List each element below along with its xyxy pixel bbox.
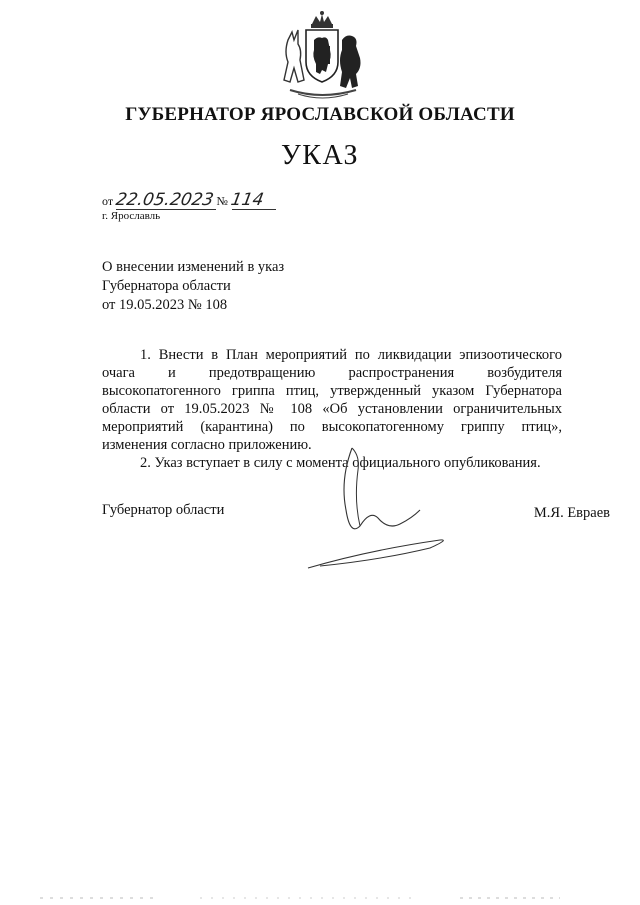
scan-artifact-marks	[0, 894, 640, 902]
issuing-authority-title: ГУБЕРНАТОР ЯРОСЛАВСКОЙ ОБЛАСТИ	[125, 104, 515, 125]
subject-line: от 19.05.2023 № 108	[102, 297, 228, 313]
signatory-position: Губернатор области	[102, 502, 225, 518]
coat-of-arms-emblem	[276, 10, 368, 102]
handwritten-date: 22.05.2023	[114, 190, 216, 210]
handwritten-number: 114	[229, 190, 266, 210]
subject-line: Губернатора области	[102, 278, 231, 294]
date-number-line	[102, 190, 266, 210]
issue-city: г. Ярославль	[102, 210, 161, 222]
date-prefix: от	[102, 194, 114, 208]
body-paragraph: 1. Внести в План мероприятий по ликвидации эпизоотического очага и предотвращению распространения возбудителя высокопатогенного гриппа птиц, утвержденный указом Губернатора области от 19.05.2023 № 108 «Об установлении ограничительных мероприятий (карантина) по высокопатогенному гриппу птиц», изменения согласно приложению.	[102, 347, 562, 453]
document-subject	[102, 258, 284, 315]
number-prefix: №	[216, 194, 228, 208]
document-type-title: УКАЗ	[280, 140, 360, 171]
handwritten-signature	[300, 440, 460, 580]
body-paragraph: 2. Указ вступает в силу с момента официального опубликования.	[140, 455, 541, 471]
signatory-name: М.Я. Евраев	[533, 505, 610, 521]
number-underline	[232, 209, 276, 210]
subject-line: О внесении изменений в указ	[102, 259, 285, 275]
